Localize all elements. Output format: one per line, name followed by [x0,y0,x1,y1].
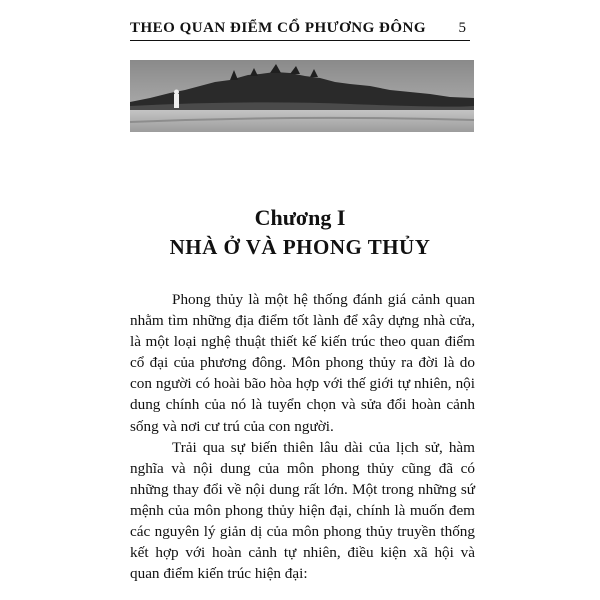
landscape-photo-image [130,60,474,132]
paragraph: Trải qua sự biến thiên lâu dài của lịch sử, hàm nghĩa và nội dung của môn phong thủy cũng đã có những thay đổi về nội dung rất lớn. Một trong những sứ mệnh của môn phong thủy hiện đại, chính là muốn đem các nguyên lý giản dị của môn phong thủy truyền thống kết hợp với hoàn cảnh tự nhiên, điều kiện xã hội và quan điểm kiến trúc hiện đại: [130,438,475,583]
landscape-photo [130,60,474,132]
chapter-title: NHÀ Ở VÀ PHONG THỦY [169,235,431,259]
paragraph: Phong thủy là một hệ thống đánh giá cảnh quan nhằm tìm những địa điểm tốt lành để xây dựng nhà cửa, là một loại nghệ thuật thiết kế kiến trúc theo quan điểm cổ đại của phương đông. Môn phong thủy ra đời là do con người có hoài bão hòa hợp với thế giới tự nhiên, nội dung chính của nó là tuyển chọn và sửa đổi hoàn cảnh sống và nơi cư trú của con người. [130,291,475,435]
running-title: THEO QUAN ĐIỂM CỔ PHƯƠNG ĐÔNG [130,20,427,36]
page-number: 5 [458,20,466,36]
running-header [130,18,470,41]
body-text [130,289,475,584]
chapter-number: Chương I [254,205,346,230]
